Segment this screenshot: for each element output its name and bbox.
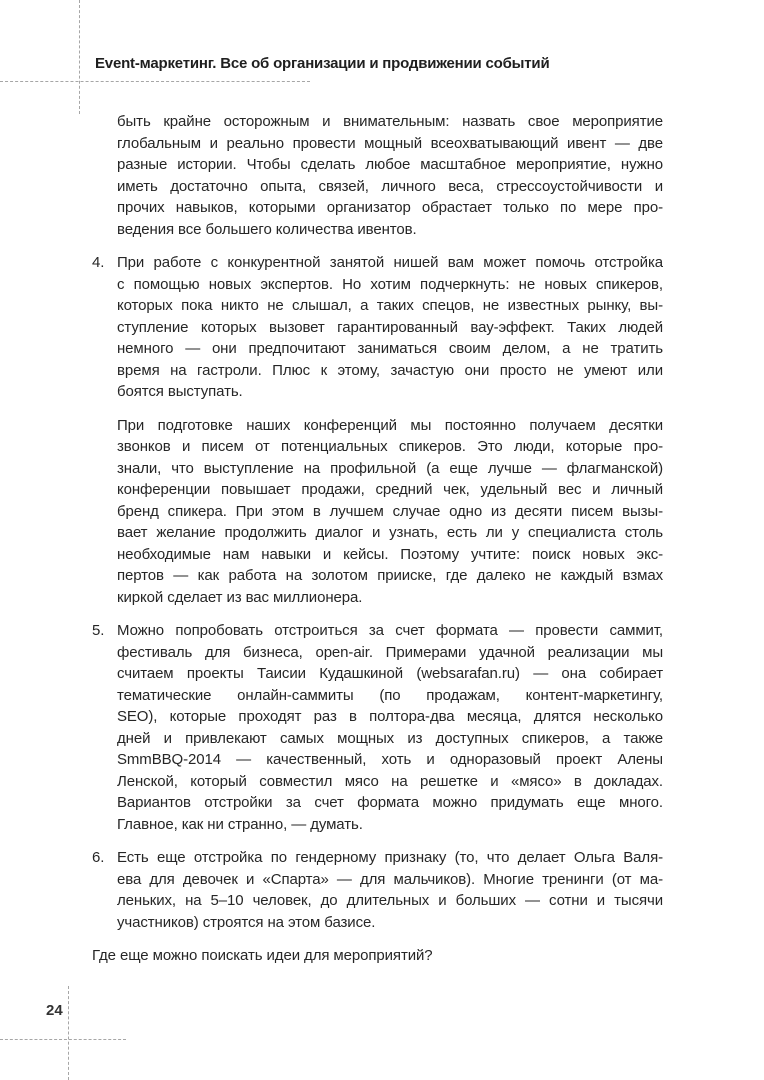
text-line: Есть еще отстройка по гендерному признаку (то, что делает Ольга Валя- [117,849,663,866]
text-line: знали, что выступление на профильной (а еще лучше — флагманской) [117,459,663,477]
text-line: бренд спикера. При этом в лучшем случае одно из десяти писем вызы- [117,502,663,520]
crop-mark-top-vertical [79,0,80,114]
text-line: разные истории. Чтобы сделать любое масштабное мероприятие, нужно [117,156,663,173]
text-line: звонков и писем от потенциальных спикеров. Это люди, которые про- [117,438,663,455]
crop-mark-bottom-vertical [68,986,69,1080]
text-line: При подготовке наших конференций мы постоянно получаем десятки [117,416,663,434]
text-line: ева для девочек и «Спарта» — для мальчиков). Многие тренинги (от ма- [117,870,663,888]
text-line: быть крайне осторожным и внимательным: назвать свое мероприятие [117,113,663,130]
text-line: необходимые нам навыки и кейсы. Поэтому учтите: поиск новых экс- [117,545,663,563]
text-line: Вариантов отстройки за счет формата можно придумать еще много. [117,794,663,811]
paragraph [92,945,663,967]
paragraph [92,415,663,609]
text-line: конференции повышает продажи, средний чек, удельный вес и личный [117,481,663,498]
numbered-paragraph [92,620,663,835]
text-line: время на гастроли. Плюс к этому, зачастую они просто не умеют или [117,361,663,379]
text-line: SmmBBQ-2014 — качественный, хоть и одноразовый проект Алены [117,751,663,768]
text-line: Можно попробовать отстроиться за счет формата — провести саммит, [117,622,663,639]
text-line: которых пока никто не слышал, а таких спецов, не известных рынку, вы- [117,297,663,314]
crop-mark-top-horizontal [0,81,310,82]
numbered-paragraph [92,252,663,403]
text-line: ступление которых вызовет гарантированный вау-эффект. Таких людей [117,318,663,336]
text-line: тематические онлайн-саммиты (по продажам, контент-маркетингу, [117,686,663,704]
text-line: иметь достаточно опыта, связей, личного веса, стрессоустойчивости и [117,177,663,195]
text-line: боятся выступать. [117,383,243,400]
text-line: немного — они предпочитают заниматься своим делом, а не тратить [117,340,663,357]
text-line: фестиваль для бизнеса, open-air. Примерами удачной реализации мы [117,643,663,661]
list-number: 4. [92,254,105,271]
page-body [92,111,663,967]
text-line: прочих навыков, которыми организатор обрастает только по мере про- [117,199,663,216]
text-line: с помощью новых экспертов. Но хотим подчеркнуть: не новых спикеров, [117,275,663,293]
page-number: 24 [46,1002,63,1019]
list-number: 6. [92,849,105,866]
running-header: Event-маркетинг. Все об организации и продвижении событий [95,55,550,72]
text-line: вает желание продолжить диалог и узнать, есть ли у специалиста столь [117,524,663,541]
text-line: участников) строятся на этом базисе. [117,913,376,931]
text-line: Ленской, который совместил мясо на решетке и «мясо» в докладах. [117,772,663,790]
crop-mark-bottom-horizontal [0,1039,126,1040]
text-line: дней и привлекают самых мощных из доступных спикеров, а также [117,729,663,747]
text-line: SEO), которые проходят раз в полтора-два месяца, длятся несколько [117,708,663,725]
text-line: леньких, на 5–10 человек, до длительных и больших — сотни и тысячи [117,892,663,909]
numbered-paragraph [92,847,663,933]
text-line: Где еще можно поискать идеи для мероприятий? [92,947,433,964]
text-line: ведения все большего количества ивентов. [117,220,417,238]
text-line: глобальным и реально провести мощный всеохватывающий ивент — две [117,134,663,152]
list-number: 5. [92,622,105,639]
text-line: Главное, как ни странно, — думать. [117,815,363,833]
text-line: При работе с конкурентной занятой нишей вам может помочь отстройка [117,254,663,271]
paragraph [92,111,663,240]
text-line: пертов — как работа на золотом прииске, где далеко не каждый взмах [117,567,663,584]
text-line: киркой сделает из вас миллионера. [117,588,363,606]
text-line: считаем проекты Таисии Кудашкиной (websarafan.ru) — она собирает [117,665,663,682]
